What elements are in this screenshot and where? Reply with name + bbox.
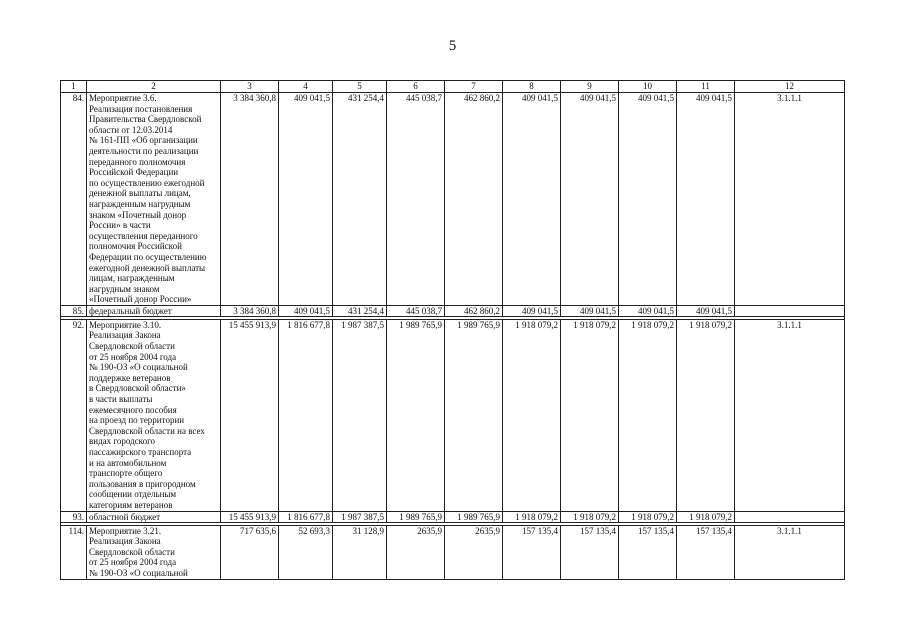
target-code: 3.1.1.1 [735,525,845,579]
table-row [61,93,845,306]
value-year: 1 918 079,2 [619,319,677,511]
value-year: 157 135,4 [619,525,677,579]
value-year: 1 987 387,5 [333,319,387,511]
value-year: 2635,9 [445,525,503,579]
value-year: 409 041,5 [619,305,677,316]
value-year: 52 693,3 [279,525,333,579]
column-number: 12 [735,81,845,93]
value-year: 1 816 677,8 [279,319,333,511]
column-number: 4 [279,81,333,93]
column-number: 8 [503,81,561,93]
activity-name: Мероприятие 3.10. Реализация Закона Свердловской области от 25 ноября 2004 года № 190-ОЗ «О социальной поддержке ветеранов в Свердловской области» в части выплаты ежемесячного пособия на проезд по территории Свердловской области на всех видах городского пассажирского транспорта и на автомобильном транспорте общего пользования в пригородном сообщении отдельным категориям ветеранов [87,319,221,511]
activity-name: Мероприятие 3.21. Реализация Закона Свердловской области от 25 ноября 2004 года № 190-ОЗ «О социальной [87,525,221,579]
table-row [61,319,845,511]
value-year: 1 918 079,2 [561,511,619,522]
row-number: 84. [61,93,87,306]
column-number: 1 [61,81,87,93]
value-year: 462 860,2 [445,305,503,316]
value-year: 409 041,5 [279,93,333,306]
value-year: 1 918 079,2 [677,319,735,511]
value-year: 409 041,5 [561,93,619,306]
column-number: 5 [333,81,387,93]
value-total: 15 455 913,9 [221,319,279,511]
budget-source: областной бюджет [87,511,221,522]
column-number-row [61,81,845,93]
row-number: 93. [61,511,87,522]
value-year: 409 041,5 [503,93,561,306]
value-year: 409 041,5 [677,305,735,316]
value-year: 1 918 079,2 [503,511,561,522]
value-total: 3 384 360,8 [221,305,279,316]
column-number: 3 [221,81,279,93]
activity-name: Мероприятие 3.6. Реализация постановления Правительства Свердловской области от 12.03.2014 № 161-ПП «Об организации деятельности по реализации переданного полномочия Российской Федерации по осуществлению ежегодной денежной выплаты лицам, награжденным нагрудным знаком «Почетный донор России» в части осуществления переданного полномочия Российской Федерации по осуществлению ежегодной денежной выплаты лицам, награжденным нагрудным знаком «Почетный донор России» [87,93,221,306]
value-year: 409 041,5 [503,305,561,316]
value-year: 1 989 765,9 [387,511,445,522]
column-number: 10 [619,81,677,93]
value-year: 409 041,5 [561,305,619,316]
value-year: 1 989 765,9 [445,319,503,511]
value-year: 1 918 079,2 [677,511,735,522]
value-year: 157 135,4 [677,525,735,579]
target-code [735,305,845,316]
column-number: 9 [561,81,619,93]
row-number: 114. [61,525,87,579]
value-year: 462 860,2 [445,93,503,306]
value-year: 1 816 677,8 [279,511,333,522]
value-year: 2635,9 [387,525,445,579]
value-year: 431 254,4 [333,305,387,316]
row-number: 85. [61,305,87,316]
value-year: 157 135,4 [561,525,619,579]
value-year: 409 041,5 [279,305,333,316]
value-year: 409 041,5 [619,93,677,306]
column-number: 11 [677,81,735,93]
value-year: 445 038,7 [387,93,445,306]
value-year: 409 041,5 [677,93,735,306]
column-number: 2 [87,81,221,93]
table-row [61,525,845,579]
value-year: 1 989 765,9 [445,511,503,522]
value-year: 1 989 765,9 [387,319,445,511]
column-number: 7 [445,81,503,93]
target-code [735,511,845,522]
row-number: 92. [61,319,87,511]
value-year: 431 254,4 [333,93,387,306]
value-year: 31 128,9 [333,525,387,579]
value-year: 1 918 079,2 [561,319,619,511]
target-code: 3.1.1.1 [735,93,845,306]
table-row [61,305,845,316]
value-year: 1 918 079,2 [619,511,677,522]
value-total: 15 455 913,9 [221,511,279,522]
table-row [61,511,845,522]
program-table [60,80,845,580]
column-number: 6 [387,81,445,93]
value-year: 1 987 387,5 [333,511,387,522]
value-year: 445 038,7 [387,305,445,316]
value-year: 1 918 079,2 [503,319,561,511]
page-number: 5 [448,38,457,54]
budget-source: федеральный бюджет [87,305,221,316]
value-total: 717 635,6 [221,525,279,579]
target-code: 3.1.1.1 [735,319,845,511]
value-year: 157 135,4 [503,525,561,579]
value-total: 3 384 360,8 [221,93,279,306]
